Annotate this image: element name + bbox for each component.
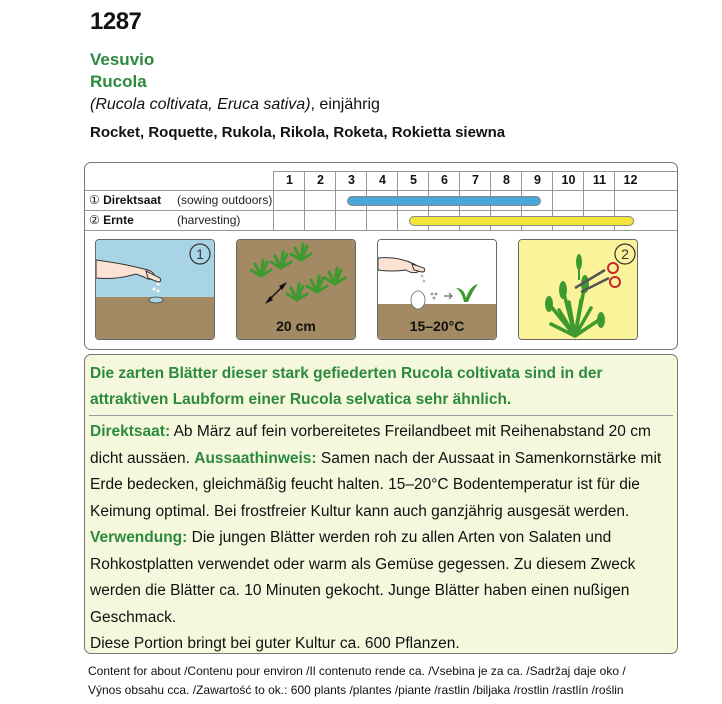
- month-label: 1: [286, 173, 293, 187]
- verwendung-text: Die jungen Blätter werden roh zu allen Arten von Salaten und Rohkostplatten verwendet oder warm als Gemüse gegessen. Zu diesem Zweck werden die Blätter ca. 10 Minuten gekocht. Junge Blätter haben einen nußigen Geschmack.: [90, 529, 636, 626]
- label-ernte: Ernte: [103, 213, 134, 227]
- month-label: 11: [592, 173, 607, 187]
- month-column-2: [304, 171, 335, 231]
- month-column-1: [273, 171, 304, 231]
- pictogram-spacing: [236, 239, 356, 340]
- common-names: Rocket, Roquette, Rukola, Rikola, Roketa, Rokietta siewna: [90, 124, 506, 141]
- pictogram-harvest: [518, 239, 638, 340]
- month-label: 3: [348, 173, 355, 187]
- portion-text: Diese Portion bringt bei guter Kultur ca. 600 Pflanzen.: [90, 635, 460, 652]
- sowing-calendar: [84, 162, 678, 350]
- pictogram-sowing: [95, 239, 215, 340]
- aussaat-label: Aussaathinweis:: [194, 449, 317, 467]
- footer-line-2: Výnos obsahu cca. /Zawartość to ok.: 600 plants /plantes /piante /rastlin /biljaka /rostlin /rastlín /roślin: [88, 683, 624, 697]
- badge-2: 2: [621, 246, 629, 262]
- month-label: 5: [410, 173, 417, 187]
- sowing-period-bar: [347, 196, 541, 206]
- temperature-caption: 15–20°C: [409, 318, 465, 334]
- month-label: 7: [472, 173, 479, 187]
- aussaat-text: Samen nach der Aussaat in Samenkornstärke mit Erde bedecken, gleichmäßig feucht halten. 15–20°C Bodentemperatur ist für die Keimung optimal. Bei frostfreier Kultur kann auch ganzjährig ausgesät werden.: [90, 449, 662, 520]
- badge-1: 1: [196, 246, 204, 262]
- month-label: 8: [503, 173, 510, 187]
- marker-2: ②: [89, 213, 100, 227]
- month-label: 10: [561, 173, 576, 187]
- variety-name: Vesuvio: [90, 50, 155, 69]
- divider: [89, 415, 673, 416]
- description-box: [84, 354, 678, 654]
- label-sowing-en: (sowing outdoors): [177, 193, 273, 207]
- verwendung-label: Verwendung:: [90, 529, 188, 546]
- species-name: Rucola: [90, 72, 147, 91]
- month-label: 12: [623, 173, 638, 187]
- latin-name-line: [90, 96, 380, 114]
- month-label: 9: [534, 173, 541, 187]
- content-footer: [88, 662, 626, 700]
- month-label: 2: [317, 173, 324, 187]
- footer-line-1: Content for about /Contenu pour environ /Il contenuto rende ca. /Vsebina je za ca. /Sadržaj daje oko /: [88, 664, 626, 678]
- instructions-text: [90, 419, 674, 658]
- calendar-label-sowing: [89, 193, 273, 207]
- spacing-caption: 20 cm: [276, 318, 316, 334]
- harvest-period-bar: [409, 216, 634, 226]
- month-label: 4: [379, 173, 386, 187]
- article-number: 1287: [90, 8, 142, 35]
- direktsaat-text: Ab März auf fein vorbereitetes Freilandbeet mit Reihenabstand 20 cm dicht aussäen.: [90, 423, 651, 467]
- latin-name: (Rucola coltivata, Eruca sativa): [90, 96, 311, 113]
- label-direktsaat: Direktsaat: [103, 193, 162, 207]
- label-harvest-en: (harvesting): [177, 213, 241, 227]
- calendar-label-harvest: [89, 213, 241, 227]
- duration: , einjährig: [310, 96, 380, 113]
- pictogram-temperature: [377, 239, 497, 340]
- intro-text: Die zarten Blätter dieser stark gefiederten Rucola coltivata sind in der attraktiven Laubform einer Rucola selvatica sehr ähnlich.: [90, 365, 603, 408]
- marker-1: ①: [89, 193, 100, 207]
- month-label: 6: [441, 173, 448, 187]
- direktsaat-label: Direktsaat:: [90, 423, 171, 440]
